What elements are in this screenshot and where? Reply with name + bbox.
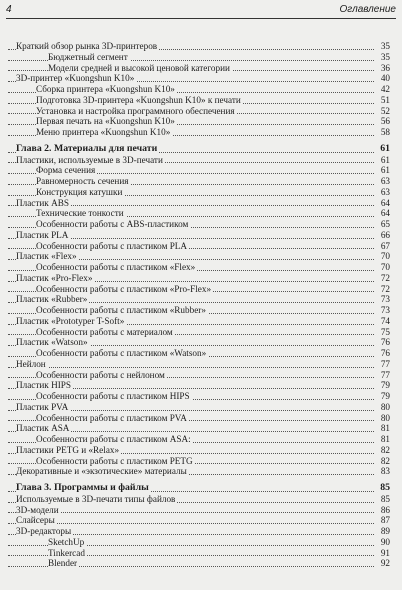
toc-entry-page: 66 [380,229,390,240]
toc-entry [8,73,390,84]
toc-entry-page: 35 [380,41,390,51]
toc-entry-page: 61 [380,165,390,176]
dot-leader [8,512,374,513]
toc-entry-title: Глава 3. Программы и файлы [16,483,149,493]
toc-entry-title: Особенности работы с ABS-пластиком [36,219,189,229]
toc-entry-page: 91 [380,547,390,558]
toc-entry-page: 77 [380,358,390,369]
toc-entry-page: 67 [380,240,390,251]
toc-entry [8,63,390,74]
toc-entry [8,95,390,106]
toc-entry-page: 92 [380,558,390,569]
toc-entry-page: 85 [380,483,390,493]
toc-entry [8,526,390,537]
toc-entry-title: Blender [48,558,78,569]
toc-entry-page: 77 [380,369,390,380]
toc-entry-title: Равномерность сечения [36,176,129,186]
toc-entry-title: Нейлон [16,358,46,369]
toc-entry [8,445,390,456]
toc-entry [8,537,390,548]
toc-entry [8,187,390,198]
toc-entry-title: Глава 2. Материалы для печати [16,143,158,154]
toc-entry-title: Используемые в 3D-печати типы файлов [16,493,176,504]
toc-entry-title: Установка и настройка программного обеспечения [36,105,235,116]
toc-entry-page: 83 [380,466,390,477]
toc-entry-title: Пластик ASA [16,423,70,434]
toc-entry-title: Конструкция катушки [36,186,123,197]
toc-entry [8,52,390,63]
toc-entry [8,208,390,219]
toc-entry-page: 61 [380,143,390,154]
toc-entry-page: 64 [380,197,390,208]
toc-entry-page: 79 [380,391,390,401]
toc-entry [8,284,390,295]
toc-entry-page: 75 [380,326,390,337]
running-header [6,2,396,19]
toc-entry-page: 89 [380,526,390,536]
toc-entry-title: 3D-редакторы [16,526,72,536]
toc-entry-title: Пластик «Watson» [16,337,88,348]
toc-entry [8,337,390,348]
toc-entry [8,327,390,338]
toc-entry-title: Форма сечения [36,165,96,176]
toc-entry-page: 86 [380,504,390,515]
toc-entry-page: 80 [380,412,390,423]
toc-entry-title: Особенности работы с пластиком «Watson» [36,348,207,358]
toc-entry [8,359,390,370]
toc-entry [8,413,390,424]
toc-entry-page: 72 [380,272,390,283]
toc-entry [8,241,390,252]
table-of-contents [8,41,390,569]
toc-entry-title: Особенности работы с пластиком «Pro-Flex» [36,283,212,294]
toc-entry-page: 74 [380,315,390,326]
toc-entry-page: 70 [380,251,390,262]
toc-entry-title: Особенности работы с материалом [36,326,173,337]
toc-entry-title: Меню принтера «Kuongshun K10» [36,127,171,137]
toc-entry-title: Технические тонкости [36,208,124,219]
toc-entry [8,305,390,316]
toc-entry-title: Декоративные и «экзотические» материалы [16,466,187,477]
toc-entry-title: Пластики, используемые в 3D-печати [16,154,163,165]
toc-entry-title: Особенности работы с пластиком PLA [36,240,188,251]
toc-entry [8,116,390,127]
toc-entry [8,273,390,284]
toc-entry-title: Первая печать на «Kuongshun K10» [36,116,175,127]
toc-entry [8,348,390,359]
toc-entry-title: Особенности работы с пластиком «Flex» [36,262,196,272]
toc-entry [8,219,390,230]
toc-entry [8,262,390,273]
toc-entry-title: Сборка принтера «Kuongshun K10» [36,84,175,94]
toc-entry-title: Пластик ABS [16,197,69,208]
toc-entry [8,176,390,187]
toc-chapter-entry [8,483,390,494]
toc-entry-title: Пластик «Flex» [16,251,77,262]
toc-chapter-entry [8,144,390,155]
toc-entry-page: 90 [380,536,390,547]
toc-entry-title: Tinkercad [48,547,85,558]
toc-entry [8,423,390,434]
toc-entry-title: Подготовка 3D-принтера «Kuongshun K10» к печати [36,94,241,105]
toc-entry [8,294,390,305]
toc-entry-page: 64 [380,208,390,219]
toc-entry-title: Пластик PLA [16,229,69,240]
toc-entry [8,434,390,445]
toc-entry [8,466,390,477]
toc-entry [8,391,390,402]
toc-entry-page: 81 [380,423,390,434]
toc-entry-page: 56 [380,116,390,127]
toc-entry-title: SketchUp [48,536,85,547]
toc-entry-title: Пластик «Pro-Flex» [16,272,93,283]
toc-entry [8,251,390,262]
toc-entry-page: 82 [380,444,390,455]
toc-entry [8,456,390,467]
toc-entry-page: 73 [380,294,390,305]
toc-entry-page: 76 [380,337,390,348]
toc-entry-page: 35 [380,51,390,62]
toc-entry [8,106,390,117]
toc-entry-title: Пластики PETG и «Relax» [16,444,120,455]
toc-entry-title: Слайсеры [16,515,55,526]
toc-entry-title: Особенности работы с пластиком PVA [36,412,187,423]
toc-entry-page: 70 [380,262,390,272]
toc-entry-title: Бюджетный сегмент [48,51,128,62]
toc-entry-page: 63 [380,186,390,197]
toc-entry-page: 58 [380,127,390,137]
toc-entry-page: 79 [380,380,390,391]
toc-entry-page: 76 [380,348,390,358]
toc-entry [8,165,390,176]
toc-entry [8,402,390,413]
toc-entry [8,230,390,241]
toc-entry-title: Особенности работы с нейлоном [36,369,165,380]
toc-entry-page: 80 [380,401,390,412]
toc-entry [8,41,390,52]
toc-entry [8,380,390,391]
toc-entry [8,84,390,95]
toc-entry [8,494,390,505]
toc-entry-title: Особенности работы с пластиком HIPS [36,391,190,401]
toc-entry [8,316,390,327]
toc-entry-page: 52 [380,105,390,116]
toc-entry-page: 82 [380,455,390,466]
toc-entry-page: 51 [380,94,390,105]
toc-entry [8,548,390,559]
toc-entry-page: 40 [380,73,390,84]
section-title: Оглавление [339,4,396,15]
toc-entry [8,370,390,381]
page-number: 4 [6,4,12,15]
toc-entry-title: Пластик HIPS [16,380,71,391]
toc-entry-page: 87 [380,515,390,526]
toc-entry [8,198,390,209]
toc-entry [8,515,390,526]
toc-entry-page: 73 [380,305,390,315]
toc-entry-page: 36 [380,62,390,73]
dot-leader [8,523,374,524]
toc-entry-page: 65 [380,219,390,229]
toc-entry-page: 81 [380,434,390,444]
toc-entry-title: 3D-принтер «Kuongshun K10» [16,73,135,84]
toc-entry-title: Пластик «Rubber» [16,294,88,305]
toc-entry-title: Особенности работы с пластиком PETG [36,455,193,466]
dot-leader [8,367,374,368]
toc-entry [8,127,390,138]
toc-entry-page: 42 [380,84,390,94]
toc-entry-page: 63 [380,176,390,186]
toc-entry [8,505,390,516]
toc-entry-title: Пластик PVA [16,401,69,412]
toc-entry-page: 61 [380,154,390,165]
toc-entry-page: 72 [380,283,390,294]
toc-entry [8,155,390,166]
toc-entry-title: Модели средней и высокой ценовой категории [48,62,230,73]
toc-entry-page: 85 [380,493,390,504]
toc-entry-title: Пластик «Prototyper T-Soft» [16,315,125,326]
toc-entry-title: Особенности работы с пластиком ASA: [36,434,191,444]
toc-entry-title: Особенности работы с пластиком «Rubber» [36,305,206,315]
toc-entry [8,558,390,569]
toc-entry-title: 3D-модели [16,504,59,515]
toc-entry-title: Краткий обзор рынка 3D-принтеров [16,41,158,51]
